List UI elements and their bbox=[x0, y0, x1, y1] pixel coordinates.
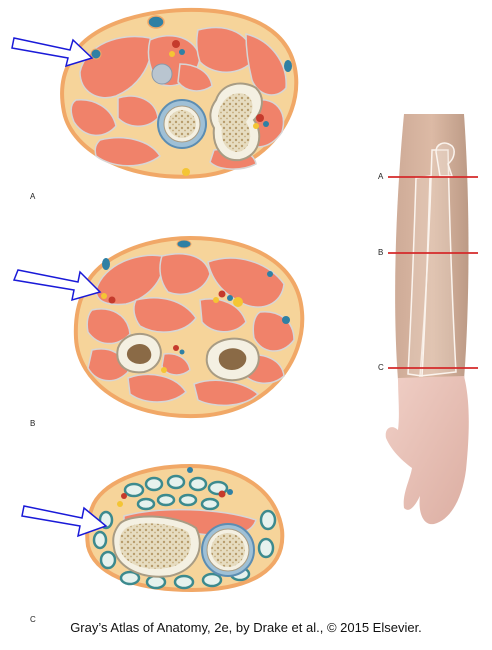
level-label-c: C bbox=[378, 363, 384, 372]
cross-section-a bbox=[12, 10, 296, 177]
arrow-pointer-b bbox=[14, 270, 100, 300]
ulna-bone-c bbox=[202, 524, 254, 576]
panel-label-b: B bbox=[30, 419, 36, 428]
radius-bone-a bbox=[158, 100, 206, 148]
ulna-bone-a bbox=[210, 84, 262, 161]
level-label-a: A bbox=[378, 172, 384, 181]
radius-bone-c bbox=[113, 516, 200, 576]
figure-caption: Gray’s Atlas of Anatomy, 2e, by Drake et al., © 2015 Elsevier. bbox=[70, 620, 422, 635]
hand bbox=[386, 376, 469, 524]
radius-bone-b bbox=[117, 334, 161, 372]
panel-label-c: C bbox=[30, 615, 36, 624]
panel-label-a: A bbox=[30, 192, 36, 201]
cross-section-c bbox=[22, 466, 282, 590]
level-label-b: B bbox=[378, 248, 384, 257]
cross-section-b bbox=[14, 238, 302, 416]
forearm-illustration bbox=[386, 114, 478, 524]
median-nerve-a bbox=[152, 64, 172, 84]
arrow-pointer-a bbox=[12, 38, 92, 66]
ulna-bone-b bbox=[207, 339, 259, 381]
